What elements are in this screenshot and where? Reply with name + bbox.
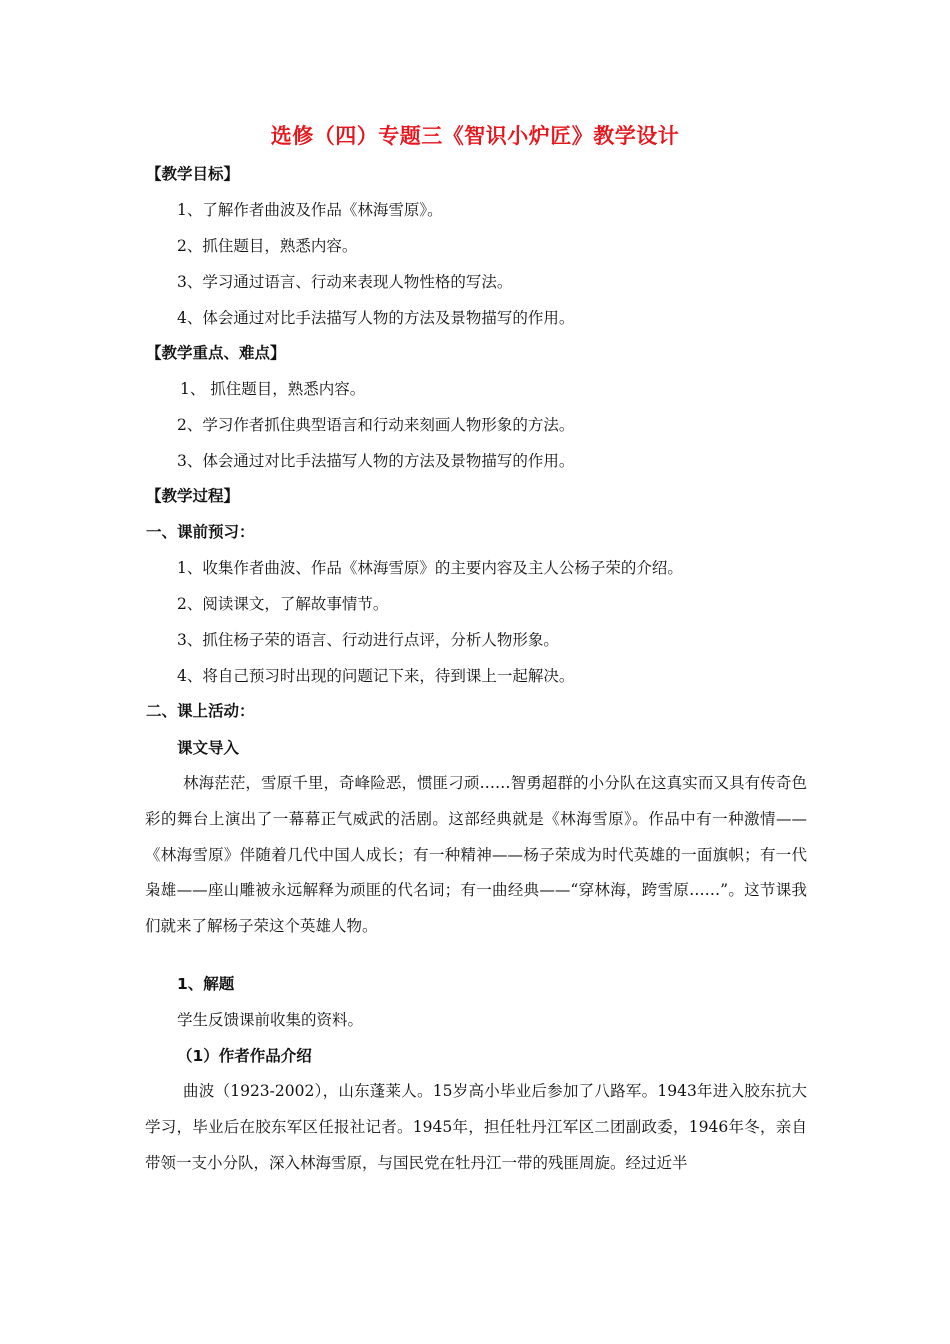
preview-item-1: 1、收集作者曲波、作品《林海雪原》的主要内容及主人公杨子荣的介绍。 bbox=[177, 559, 683, 577]
preview-heading: 一、课前预习： bbox=[146, 523, 255, 541]
class-activity-heading: 二、课上活动： bbox=[146, 702, 255, 720]
key-point-item-2: 2、学习作者抓住典型语言和行动来刻画人物形象的方法。 bbox=[177, 416, 575, 434]
goal-item-3: 3、学习通过语言、行动来表现人物性格的写法。 bbox=[177, 273, 513, 291]
goal-item-2: 2、抓住题目，熟悉内容。 bbox=[177, 237, 358, 255]
goals-heading: 【教学目标】 bbox=[146, 165, 240, 183]
goal-item-4: 4、体会通过对比手法描写人物的方法及景物描写的作用。 bbox=[177, 309, 575, 327]
key-point-item-1: 1、 抓住题目，熟悉内容。 bbox=[180, 380, 366, 398]
step1-heading: 1、解题 bbox=[177, 975, 235, 993]
preview-item-4: 4、将自己预习时出现的问题记下来，待到课上一起解决。 bbox=[177, 667, 575, 685]
intro-paragraph: 林海茫茫，雪原千里，奇峰险恶，惯匪刁顽……智勇超群的小分队在这真实而又具有传奇色彩的舞台上演出了一幕幕正气威武的活剧。这部经典就是《林海雪原》。作品中有一种激情——《林海雪原》伴随着几代中国人成长；有一种精神——杨子荣成为时代英雄的一面旗帜；有一代枭雄——座山雕被永远解释为顽匪的代名词；有一曲经典——“穿林海，跨雪原……”。这节课我们就来了解杨子荣这个英雄人物。 bbox=[145, 774, 807, 936]
process-heading: 【教学过程】 bbox=[146, 487, 240, 505]
intro-heading: 课文导入 bbox=[177, 739, 240, 757]
preview-item-2: 2、阅读课文，了解故事情节。 bbox=[177, 595, 389, 613]
document-title: 选修（四）专题三《智识小炉匠》教学设计 bbox=[270, 124, 680, 148]
goal-item-1: 1、了解作者曲波及作品《林海雪原》。 bbox=[177, 201, 443, 219]
sub1-heading: （1）作者作品介绍 bbox=[177, 1047, 312, 1065]
key-points-heading: 【教学重点、难点】 bbox=[146, 344, 286, 362]
author-paragraph: 曲波（1923-2002），山东蓬莱人。15岁高小毕业后参加了八路军。1943年进入胶东抗大学习，毕业后在胶东军区任报社记者。1945年，担任牡丹江军区二团副政委，1946年冬，亲自带领一支小分队，深入林海雪原，与国民党在牡丹江一带的残匪周旋。经过近半 bbox=[145, 1082, 807, 1172]
preview-item-3: 3、抓住杨子荣的语言、行动进行点评，分析人物形象。 bbox=[177, 631, 559, 649]
key-point-item-3: 3、体会通过对比手法描写人物的方法及景物描写的作用。 bbox=[177, 452, 575, 470]
step1-text: 学生反馈课前收集的资料。 bbox=[177, 1011, 364, 1029]
